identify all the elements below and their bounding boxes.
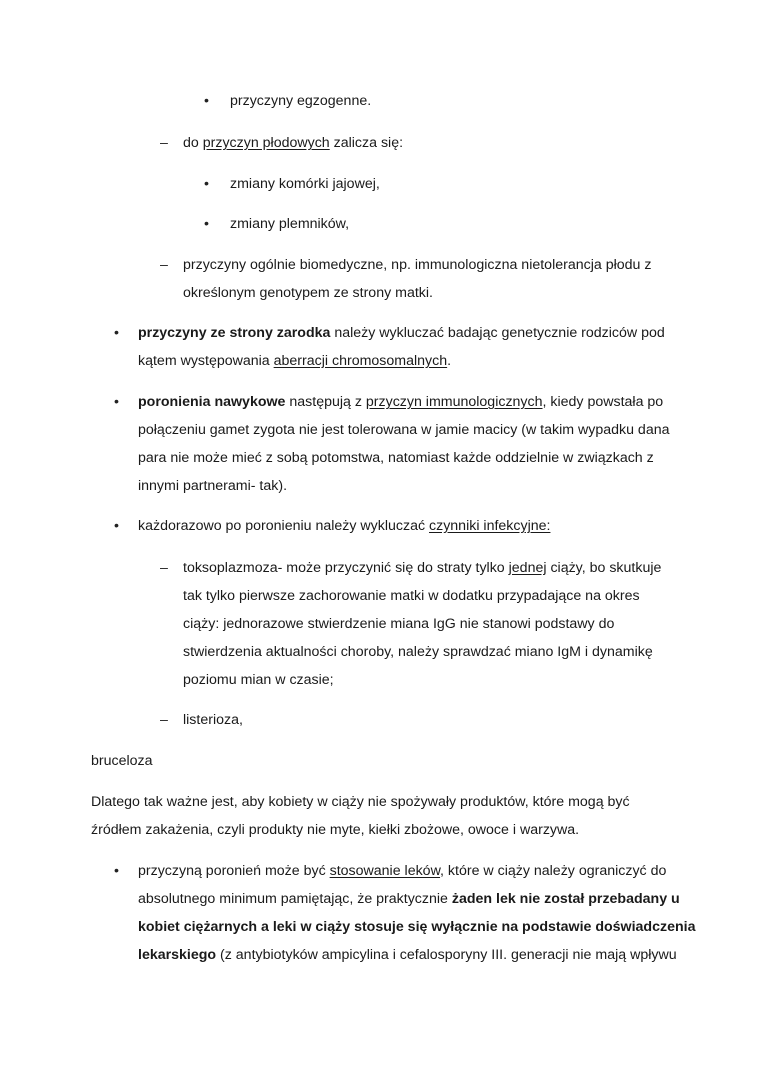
- list-item: poronienia nawykowe następują z przyczyn immunologicznych, kiedy powstała po: [138, 394, 664, 410]
- list-item-continuation: określonym genotypem ze strony matki.: [183, 285, 433, 301]
- list-item: zmiany komórki jajowej,: [230, 176, 380, 192]
- list-item: przyczyny ogólnie biomedyczne, np. immunologiczna nietolerancja płodu z: [183, 257, 652, 273]
- bullet-marker: •: [114, 394, 119, 410]
- underlined-term: przyczyn immunologicznych: [365, 394, 543, 410]
- bullet-marker: •: [114, 518, 119, 534]
- bullet-marker: •: [114, 863, 119, 879]
- list-item-continuation: kątem występowania aberracji chromosomalnych.: [138, 353, 452, 369]
- list-item: toksoplazmoza- może przyczynić się do straty tylko jednej ciąży, bo skutkuje: [183, 560, 662, 576]
- list-item-continuation: kobiet ciężarnych a leki w ciąży stosuje się wyłącznie na podstawie doświadczenia: [138, 919, 696, 935]
- list-item-continuation: ciąży: jednorazowe stwierdzenie miana IgG nie stanowi podstawy do: [183, 616, 615, 632]
- underlined-term: aberracji chromosomalnych: [273, 353, 448, 369]
- paragraph-continuation: źródłem zakażenia, czyli produkty nie myte, kiełki zbożowe, owoce i warzywa.: [91, 822, 580, 838]
- list-item: listerioza,: [183, 712, 243, 728]
- underlined-term: jednej: [508, 560, 547, 576]
- list-item: przyczyną poronień może być stosowanie leków, które w ciąży należy ograniczyć do: [138, 863, 667, 879]
- bullet-marker: •: [204, 216, 209, 232]
- list-item-continuation: absolutnego minimum pamiętając, że praktycznie żaden lek nie został przebadany u: [138, 891, 680, 907]
- list-item: zmiany plemników,: [230, 216, 350, 232]
- underlined-term: stosowanie leków: [329, 863, 441, 879]
- dash-marker: –: [160, 257, 168, 273]
- list-item-continuation: tak tylko pierwsze zachorowanie matki w dodatku przypadające na okres: [183, 588, 640, 604]
- list-item-continuation: poziomu mian w czasie;: [183, 672, 334, 688]
- list-item: do przyczyn płodowych zalicza się:: [183, 135, 404, 151]
- list-item-continuation: innymi partnerami- tak).: [138, 478, 288, 494]
- bullet-marker: •: [204, 93, 209, 109]
- underlined-term: czynniki infekcyjne:: [429, 518, 551, 534]
- underlined-term: przyczyn płodowych: [202, 135, 330, 151]
- list-item: przyczyny ze strony zarodka należy wykluczać badając genetycznie rodziców pod: [138, 325, 665, 341]
- list-item: każdorazowo po poronieniu należy wykluczać czynniki infekcyjne:: [138, 518, 551, 534]
- list-item-continuation: połączeniu gamet zygota nie jest tolerowana w jamie macicy (w takim wypadku dana: [138, 422, 670, 438]
- dash-marker: –: [160, 135, 168, 151]
- bullet-marker: •: [204, 176, 209, 192]
- paragraph: bruceloza: [91, 753, 153, 769]
- list-item-continuation: lekarskiego (z antybiotyków ampicylina i cefalosporyny III. generacji nie mają wpływu: [138, 947, 677, 963]
- dash-marker: –: [160, 712, 168, 728]
- list-item-continuation: stwierdzenia aktualności choroby, należy sprawdzać miano IgM i dynamikę: [183, 644, 653, 660]
- list-item-continuation: para nie może mieć z sobą potomstwa, natomiast każde oddzielnie w związkach z: [138, 450, 654, 466]
- list-item: przyczyny egzogenne.: [230, 93, 372, 109]
- bullet-marker: •: [114, 325, 119, 341]
- dash-marker: –: [160, 560, 168, 576]
- paragraph: Dlatego tak ważne jest, aby kobiety w ciąży nie spożywały produktów, które mogą być: [91, 794, 630, 810]
